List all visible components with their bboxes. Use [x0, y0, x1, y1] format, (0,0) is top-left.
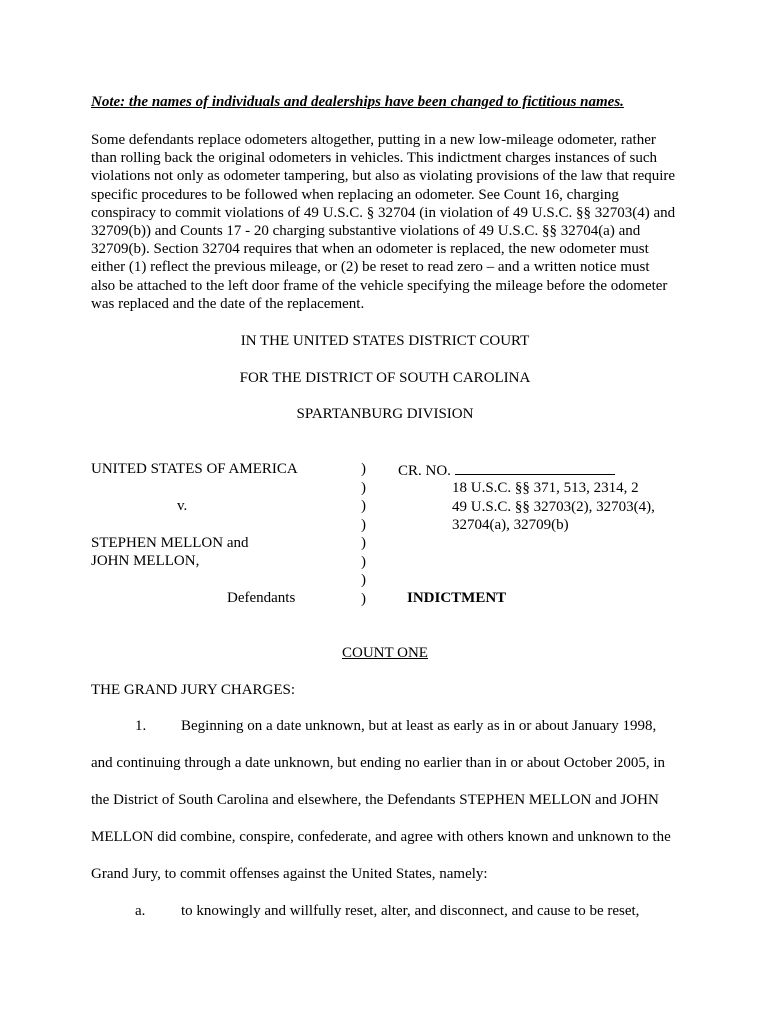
- caption-defendant-1: STEPHEN MELLON and: [91, 535, 249, 551]
- court-district: FOR THE DISTRICT OF SOUTH CAROLINA: [239, 370, 531, 386]
- paragraph-line: MELLON did combine, conspire, confederate, and agree with others known and unknown to the: [91, 829, 671, 845]
- subparagraph-letter: a.: [135, 903, 146, 919]
- caption-paren: ): [361, 479, 366, 496]
- caption-paren: ): [361, 590, 366, 607]
- intro-line: either (1) reflect the previous mileage, or (2) be reset to read zero – and a written notice must: [91, 259, 650, 276]
- caption-paren: ): [361, 516, 366, 533]
- count-heading-text: COUNT ONE: [342, 645, 428, 661]
- caption-paren: ): [361, 572, 366, 588]
- citation-line: 32704(a), 32709(b): [452, 517, 569, 533]
- caption-parentheses: [361, 460, 366, 608]
- court-name: IN THE UNITED STATES DISTRICT COURT: [240, 333, 530, 349]
- paragraph-line: Beginning on a date unknown, but at least as early as in or about January 1998,: [181, 718, 657, 734]
- intro-line: than rolling back the original odometers in vehicles. This indictment charges instances of such: [91, 150, 657, 167]
- citation-line: 18 U.S.C. §§ 371, 513, 2314, 2: [452, 480, 639, 496]
- intro-paragraph: [91, 131, 696, 313]
- fictitious-names-note: Note: the names of individuals and dealerships have been changed to fictitious names.: [91, 94, 624, 110]
- caption-defendants-label: Defendants: [227, 590, 296, 606]
- paragraph-number: 1.: [135, 718, 147, 734]
- case-number-blank: [455, 460, 615, 475]
- intro-line: specific procedures to be followed when replacing an odometer. See Count 16, charging: [91, 186, 619, 203]
- paragraph-line: the District of South Carolina and elsewhere, the Defendants STEPHEN MELLON and JOHN: [91, 792, 659, 808]
- citation-line: 49 U.S.C. §§ 32703(2), 32703(4),: [452, 498, 655, 515]
- intro-line: violations not only as odometer tampering, but also as violating provisions of the law that require: [91, 168, 676, 185]
- intro-line: 32709(b)) and Counts 17 - 20 charging substantive violations of 49 U.S.C. §§ 32704(a) and: [91, 223, 641, 240]
- court-division: SPARTANBURG DIVISION: [296, 406, 474, 422]
- caption-paren: ): [361, 461, 366, 477]
- intro-line: 32709(b). Section 32704 requires that when an odometer is replaced, the new odometer must: [91, 241, 649, 258]
- caption-paren: ): [361, 535, 366, 551]
- caption-paren: ): [361, 498, 366, 514]
- caption-defendant-2: JOHN MELLON,: [91, 553, 200, 569]
- statute-citations: [452, 479, 655, 535]
- intro-line: was replaced and the date of the replacement.: [91, 295, 365, 312]
- indictment-title: INDICTMENT: [407, 590, 507, 606]
- intro-line: conspiracy to commit violations of 49 U.S.C. § 32704 (in violation of 49 U.S.C. §§ 32703(4) and: [91, 204, 676, 221]
- count-heading: [0, 644, 770, 663]
- case-number-label: CR. NO.: [398, 463, 451, 479]
- caption-plaintiff: UNITED STATES OF AMERICA: [91, 461, 298, 477]
- caption-versus: v.: [177, 498, 188, 514]
- paragraph-line: Grand Jury, to commit offenses against the United States, namely:: [91, 866, 488, 882]
- case-number: [398, 460, 615, 481]
- subparagraph-text: to knowingly and willfully reset, alter, and disconnect, and cause to be reset,: [181, 903, 640, 919]
- caption-paren: ): [361, 553, 366, 570]
- grand-jury-charges: THE GRAND JURY CHARGES:: [91, 682, 296, 698]
- paragraph-line: and continuing through a date unknown, but ending no earlier than in or about October 2005, in: [91, 755, 666, 771]
- intro-line: Some defendants replace odometers altogether, putting in a new low-mileage odometer, rather: [91, 132, 656, 148]
- intro-line: also be attached to the left door frame of the vehicle specifying the mileage before the odometer: [91, 277, 668, 294]
